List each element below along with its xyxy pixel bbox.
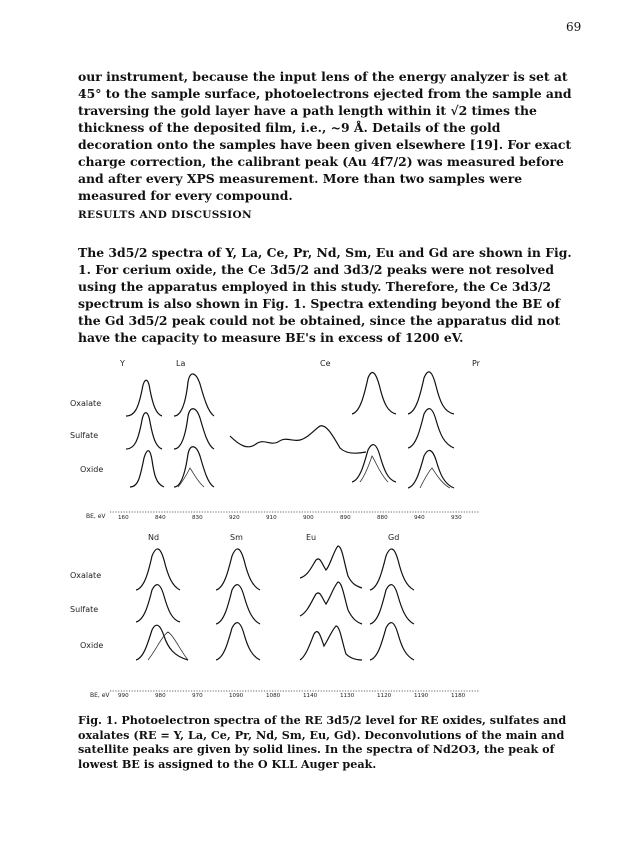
top-ticks-label-0: 160 [118,515,129,521]
row-label-oxalate-bottom: Oxalate [70,571,102,580]
axis-label-bottom: BE, eV [90,692,110,699]
spectrum-nd-oxide [136,625,188,660]
element-label-eu: Eu [306,533,317,542]
spectrum-la-sulfate [174,409,214,449]
spectrum-nd-sulfate [136,585,180,622]
bottom-ticks-label-1: 980 [155,693,166,699]
bottom-ticks-label-6: 1130 [340,693,355,699]
row-label-oxalate-top: Oxalate [70,399,102,408]
element-label-nd: Nd [148,533,160,542]
spectrum-gd-oxide [370,623,414,660]
bottom-ticks-label-2: 970 [192,693,203,699]
top-ticks-label-8: 940 [414,515,425,521]
deconv-pr-oxide [420,468,450,488]
spectrum-y-oxalate [126,380,162,416]
spectrum-ce-sulfate [230,426,366,453]
spectrum-y-sulfate [126,413,162,449]
element-label-y: Y [120,359,125,368]
element-label-ce: Ce [320,359,331,368]
spectrum-eu-oxide [300,626,362,660]
bottom-ticks-label-5: 1140 [303,693,318,699]
row-label-sulfate-bottom: Sulfate [70,605,99,614]
spectrum-sm-sulfate [216,585,260,624]
page-number: 69 [566,20,582,34]
row-label-oxide-top: Oxide [80,465,104,474]
top-ticks-label-2: 830 [192,515,203,521]
top-ticks-label-7: 880 [377,515,388,521]
section-heading: RESULTS AND DISCUSSION [78,209,252,221]
spectrum-la-oxide [174,447,214,487]
spectrum-sm-oxide [216,623,260,660]
axis-label-top: BE, eV [86,513,106,520]
bottom-ticks-label-3: 1090 [229,693,244,699]
spectrum-nd-oxalate [136,549,180,590]
top-ticks-label-9: 930 [451,515,462,521]
bottom-ticks-label-9: 1180 [451,693,466,699]
top-tick-labels [118,515,462,521]
spectrum-y-oxide [130,451,164,487]
spectrum-la-oxalate [174,374,214,416]
spectrum-ce-oxide [352,445,396,482]
spectrum-pr-oxalate [408,372,454,414]
spectrum-sm-oxalate [216,549,260,590]
bottom-ticks-label-7: 1120 [377,693,392,699]
spectrum-gd-sulfate [370,585,414,624]
element-label-gd: Gd [388,533,400,542]
element-label-pr: Pr [472,359,480,368]
figure-spectra [70,350,570,710]
bottom-tick-labels [118,693,466,699]
top-ticks-label-4: 910 [266,515,277,521]
top-ticks-label-1: 840 [155,515,166,521]
row-label-sulfate-top: Sulfate [70,431,99,440]
paragraph-intro: our instrument, because the input lens of the energy analyzer is set at 45° to the sample surface, photoelectrons ejected from the sample and traversing the gold layer have a path length within it √2 times the thickness of the deposited film, i.e., ~9 Å. Details of the gold decoration onto the samples have been given elsewhere [19]. For exact charge correction, the calibrant peak (Au 4f7/2) was measured before and after every XPS measurement. More than two samples were measured for every compound. [78,69,572,203]
figure-caption: Fig. 1. Photoelectron spectra of the RE 3d5/2 level for RE oxides, sulfates and oxalates (RE = Y, La, Ce, Pr, Nd, Sm, Eu, Gd). Deconvolutions of the main and satellite peaks are given by solid lines. In the spectra of Nd2O3, the peak of lowest BE is assigned to the O KLL Auger peak. [78,713,567,771]
row-label-oxide-bottom: Oxide [80,641,104,650]
spectrum-eu-sulfate [300,582,362,624]
top-ticks-label-5: 900 [303,515,314,521]
paragraph-results: The 3d5/2 spectra of Y, La, Ce, Pr, Nd, Sm, Eu and Gd are shown in Fig. 1. For cerium oxide, the Ce 3d5/2 and 3d3/2 peaks were not resolved using the apparatus employed in this study. Therefore, the Ce 3d3/2 spectrum is also shown in Fig. 1. Spectra extending beyond the BE of the Gd 3d5/2 peak could not be obtained, since the apparatus did not have the capacity to measure BE's in excess of 1200 eV. [78,245,572,345]
spectrum-pr-sulfate [408,409,454,448]
top-ticks-label-3: 920 [229,515,240,521]
spectrum-eu-oxalate [300,546,362,588]
spectrum-gd-oxalate [370,549,414,590]
element-label-la: La [176,359,186,368]
spectrum-ce-oxalate [352,373,396,414]
bottom-ticks-label-0: 990 [118,693,129,699]
bottom-ticks-label-4: 1080 [266,693,281,699]
top-ticks-label-6: 890 [340,515,351,521]
element-label-sm: Sm [230,533,243,542]
bottom-ticks-label-8: 1190 [414,693,429,699]
deconv-la-oxide [178,468,204,487]
